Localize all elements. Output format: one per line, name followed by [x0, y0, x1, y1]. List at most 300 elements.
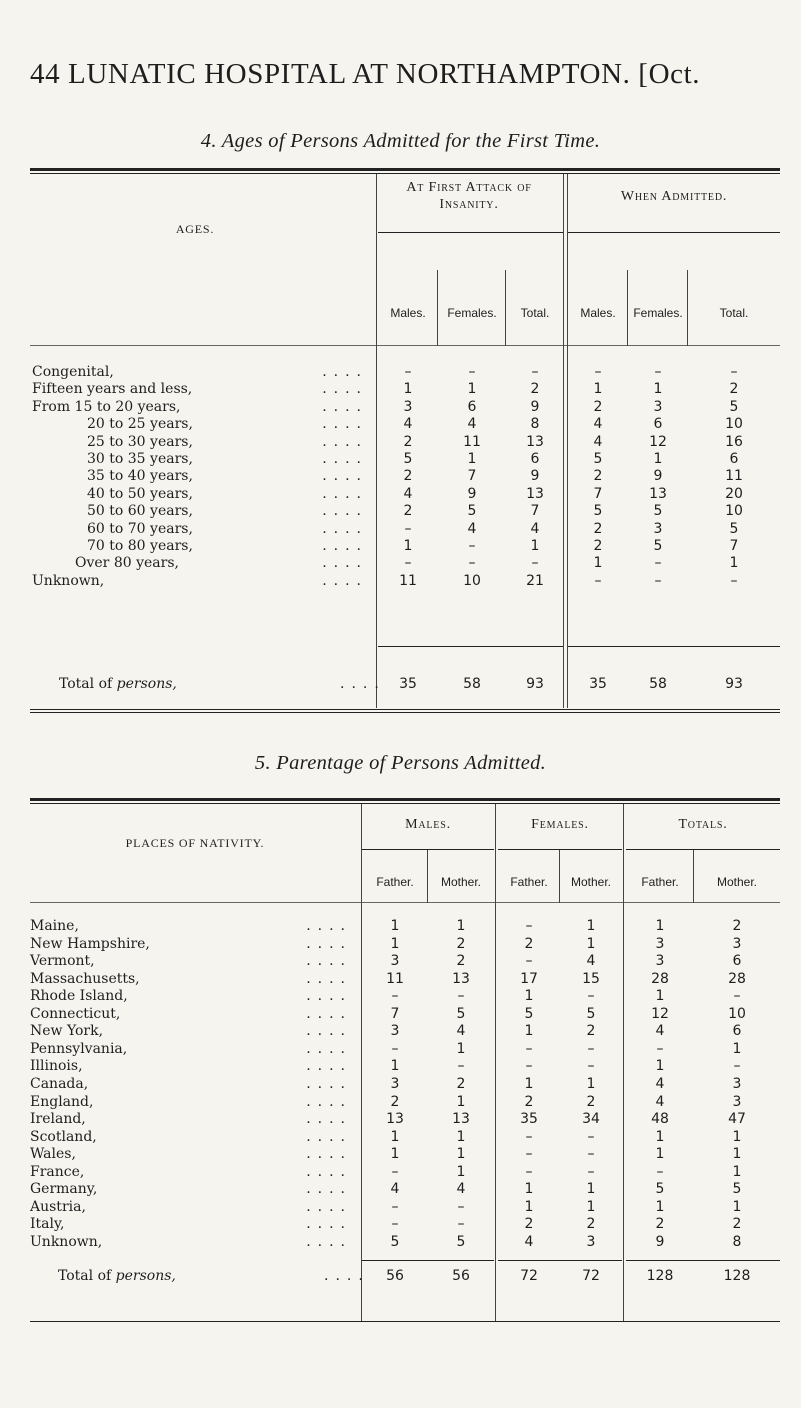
- parentage-vline: [559, 850, 560, 903]
- total-cell: 35: [589, 676, 607, 692]
- leader-dots: ....: [322, 555, 368, 572]
- row-label: Ireland,: [30, 1111, 86, 1128]
- table-cell: 1: [729, 555, 739, 572]
- table-cell: 3: [390, 1075, 400, 1092]
- total-cell: 93: [526, 676, 544, 692]
- table-cell: 6: [530, 451, 540, 467]
- parentage-table-top-rule-thin: [30, 803, 780, 804]
- row-label: 30 to 35 years,: [87, 451, 193, 467]
- table-cell: 1: [732, 1198, 742, 1215]
- parentage-table-title: 5. Parentage of Persons Admitted.: [254, 752, 547, 774]
- table-cell: 1: [653, 451, 663, 467]
- parentage-col-header: Mother.: [440, 875, 482, 889]
- table-cell: 34: [582, 1111, 600, 1128]
- row-label: Massachusetts,: [30, 970, 140, 987]
- leader-dots: ....: [306, 1040, 352, 1057]
- table-cell: 1: [390, 1128, 400, 1145]
- table-cell: 2: [456, 935, 466, 952]
- table-cell: 1: [403, 538, 413, 554]
- table-cell: 1: [586, 918, 596, 934]
- row-label: Germany,: [30, 1181, 98, 1198]
- ages-group-underline: [568, 232, 780, 233]
- table-cell: 1: [467, 451, 477, 467]
- page-header: 44 LUNATIC HOSPITAL AT NORTHAMPTON. [Oct.: [30, 58, 701, 90]
- leader-dots: ....: [306, 953, 352, 970]
- table-row: [0, 1023, 801, 1038]
- total-cell: 128: [723, 1268, 751, 1284]
- parentage-group-header-totals: Totals.: [678, 817, 728, 832]
- table-cell: –: [654, 572, 662, 589]
- table-cell: 13: [649, 485, 667, 502]
- table-row: [0, 1094, 801, 1109]
- table-cell: 4: [390, 1181, 400, 1198]
- table-row: [0, 381, 801, 396]
- table-cell: 2: [729, 381, 739, 398]
- row-label: Maine,: [30, 918, 79, 934]
- total-cell: 93: [725, 676, 743, 692]
- leader-dots: ....: [306, 1005, 352, 1022]
- ages-col-header: Total.: [520, 306, 550, 320]
- table-row: [0, 1146, 801, 1161]
- row-label: Over 80 years,: [75, 555, 179, 572]
- ages-row-header: AGES.: [175, 222, 215, 236]
- table-cell: 1: [456, 1163, 466, 1180]
- ages-table-top-rule-thin: [30, 173, 780, 174]
- ages-total-rule: [378, 646, 563, 647]
- total-cell: 128: [646, 1268, 674, 1284]
- table-row: [0, 468, 801, 483]
- leader-dots: ....: [322, 520, 368, 537]
- total-cell: 72: [582, 1268, 600, 1284]
- row-label: Unknown,: [30, 1233, 103, 1250]
- table-row: [0, 1058, 801, 1073]
- total-cell: 72: [520, 1268, 538, 1284]
- leader-dots: ....: [306, 1058, 352, 1075]
- table-cell: –: [457, 1058, 465, 1075]
- leader-dots: ....: [306, 988, 352, 1005]
- table-row: [0, 918, 801, 933]
- table-cell: 1: [586, 1181, 596, 1198]
- leader-dots: ....: [306, 1146, 352, 1163]
- table-cell: 15: [582, 970, 600, 987]
- table-cell: –: [457, 988, 465, 1005]
- table-cell: 2: [524, 935, 534, 952]
- table-cell: 2: [586, 1023, 596, 1040]
- table-cell: 4: [593, 433, 603, 450]
- leader-dots: ....: [322, 416, 368, 433]
- table-cell: 4: [655, 1075, 665, 1092]
- parentage-col-header: Father.: [376, 875, 414, 889]
- table-row: [0, 451, 801, 466]
- table-cell: 13: [452, 1111, 470, 1128]
- table-cell: 11: [386, 970, 404, 987]
- leader-dots: ....: [322, 381, 368, 398]
- row-label: Canada,: [30, 1075, 89, 1092]
- table-cell: 7: [467, 468, 477, 485]
- leader-dots: ....: [322, 538, 368, 554]
- table-cell: –: [404, 555, 412, 572]
- row-label: Italy,: [30, 1216, 65, 1233]
- table-cell: 2: [524, 1216, 534, 1233]
- leader-dots: ....: [322, 503, 368, 520]
- table-cell: –: [457, 1216, 465, 1233]
- table-row: [0, 936, 801, 951]
- table-cell: 1: [653, 381, 663, 398]
- table-cell: 17: [520, 970, 538, 987]
- parentage-vline: [427, 850, 428, 903]
- table-cell: 5: [729, 398, 739, 415]
- ages-total-rule: [568, 646, 780, 647]
- parentage-group-underline: [362, 849, 494, 850]
- table-cell: –: [391, 1040, 399, 1057]
- table-cell: 1: [655, 918, 665, 934]
- leader-dots: ....: [306, 1093, 352, 1110]
- table-cell: 1: [586, 935, 596, 952]
- table-cell: 4: [655, 1023, 665, 1040]
- leader-dots: ....: [322, 398, 368, 415]
- table-cell: 1: [593, 555, 603, 572]
- total-label: [59, 676, 177, 692]
- table-cell: 4: [530, 520, 540, 537]
- table-cell: 5: [467, 503, 477, 520]
- row-label: 60 to 70 years,: [87, 520, 193, 537]
- table-row: [0, 1006, 801, 1021]
- table-row: [0, 971, 801, 986]
- ages-table-bottom-rule-thin: [30, 712, 780, 713]
- ages-col-header: Males.: [390, 306, 426, 320]
- table-cell: 2: [593, 538, 603, 554]
- table-cell: –: [525, 1058, 533, 1075]
- table-cell: 8: [732, 1233, 742, 1250]
- table-cell: 9: [530, 468, 540, 485]
- row-label: 35 to 40 years,: [87, 468, 193, 485]
- table-cell: 1: [524, 1181, 534, 1198]
- table-cell: 5: [653, 538, 663, 554]
- table-cell: 28: [728, 970, 746, 987]
- leader-dots: ....: [322, 572, 368, 589]
- table-cell: 6: [467, 398, 477, 415]
- table-cell: 6: [732, 1023, 742, 1040]
- ages-col-header: Total.: [719, 306, 749, 320]
- parentage-total-rule: [626, 1260, 780, 1261]
- table-cell: 4: [593, 416, 603, 433]
- table-cell: 2: [655, 1216, 665, 1233]
- table-cell: 48: [651, 1111, 669, 1128]
- table-cell: 9: [655, 1233, 665, 1250]
- table-cell: 3: [655, 935, 665, 952]
- leader-dots: ....: [322, 451, 368, 467]
- parentage-col-header: Mother.: [716, 875, 758, 889]
- table-cell: 20: [725, 485, 743, 502]
- table-cell: 5: [586, 1005, 596, 1022]
- table-row: [0, 364, 801, 379]
- table-cell: 3: [655, 953, 665, 970]
- table-cell: 1: [456, 1128, 466, 1145]
- ages-col-header: Males.: [580, 306, 616, 320]
- table-cell: –: [391, 1216, 399, 1233]
- table-cell: 5: [732, 1181, 742, 1198]
- table-cell: 2: [524, 1093, 534, 1110]
- ages-col-header: Females.: [633, 306, 683, 320]
- leader-dots: ....: [306, 918, 352, 934]
- table-cell: 3: [653, 520, 663, 537]
- total-cell: 58: [649, 676, 667, 692]
- table-cell: –: [404, 364, 412, 380]
- total-row: [0, 1268, 801, 1283]
- table-cell: 28: [651, 970, 669, 987]
- table-cell: 1: [524, 1075, 534, 1092]
- table-cell: 4: [586, 953, 596, 970]
- row-label: Pennsylvania,: [30, 1040, 128, 1057]
- table-row: [0, 503, 801, 518]
- total-label-italic: persons,: [115, 1268, 176, 1284]
- leader-dots: ....: [306, 1233, 352, 1250]
- table-cell: 1: [456, 1093, 466, 1110]
- table-cell: 1: [456, 1146, 466, 1163]
- table-cell: –: [468, 364, 476, 380]
- table-cell: 9: [530, 398, 540, 415]
- table-cell: 13: [526, 485, 544, 502]
- table-row: [0, 434, 801, 449]
- table-cell: 4: [456, 1181, 466, 1198]
- table-row: [0, 521, 801, 536]
- table-row: [0, 573, 801, 588]
- table-cell: 6: [732, 953, 742, 970]
- row-label: Rhode Island,: [30, 988, 128, 1005]
- parentage-total-rule: [498, 1260, 622, 1261]
- table-cell: 21: [526, 572, 544, 589]
- table-cell: –: [404, 520, 412, 537]
- table-cell: 1: [655, 1198, 665, 1215]
- table-cell: 1: [524, 988, 534, 1005]
- table-cell: 11: [463, 433, 481, 450]
- table-cell: 3: [390, 953, 400, 970]
- table-cell: 3: [653, 398, 663, 415]
- row-label: 40 to 50 years,: [87, 485, 193, 502]
- table-cell: 5: [653, 503, 663, 520]
- table-cell: –: [733, 988, 741, 1005]
- table-cell: –: [587, 1040, 595, 1057]
- row-label: Fifteen years and less,: [32, 381, 193, 398]
- table-cell: 10: [725, 416, 743, 433]
- table-cell: 4: [456, 1023, 466, 1040]
- leader-dots: ....: [306, 1163, 352, 1180]
- table-cell: 1: [732, 1146, 742, 1163]
- total-cell: 35: [399, 676, 417, 692]
- table-cell: 2: [530, 381, 540, 398]
- table-cell: 7: [593, 485, 603, 502]
- table-cell: –: [457, 1198, 465, 1215]
- row-label: France,: [30, 1163, 85, 1180]
- table-cell: 2: [586, 1216, 596, 1233]
- table-cell: –: [531, 364, 539, 380]
- table-cell: 1: [655, 1146, 665, 1163]
- table-cell: 10: [463, 572, 481, 589]
- parentage-vline: [693, 850, 694, 903]
- table-cell: 1: [456, 918, 466, 934]
- table-cell: 11: [399, 572, 417, 589]
- table-cell: 16: [725, 433, 743, 450]
- ages-header-bottom-rule: [30, 345, 780, 346]
- table-cell: –: [525, 1146, 533, 1163]
- ages-col-header: Females.: [447, 306, 497, 320]
- table-cell: 13: [386, 1111, 404, 1128]
- table-cell: 13: [526, 433, 544, 450]
- table-row: [0, 1041, 801, 1056]
- row-label: 50 to 60 years,: [87, 503, 193, 520]
- leader-dots: ....: [322, 468, 368, 485]
- table-row: [0, 1234, 801, 1249]
- table-cell: –: [391, 1198, 399, 1215]
- table-cell: 2: [403, 468, 413, 485]
- table-cell: 10: [728, 1005, 746, 1022]
- parentage-row-header: PLACES OF NATIVITY.: [125, 836, 265, 850]
- table-cell: 5: [403, 451, 413, 467]
- table-cell: 2: [456, 953, 466, 970]
- table-cell: –: [656, 1163, 664, 1180]
- table-row: [0, 538, 801, 553]
- table-cell: 47: [728, 1111, 746, 1128]
- table-cell: 1: [390, 935, 400, 952]
- table-cell: 8: [530, 416, 540, 433]
- table-cell: 2: [403, 433, 413, 450]
- total-cell: 56: [386, 1268, 404, 1284]
- row-label: Illinois,: [30, 1058, 83, 1075]
- table-row: [0, 1216, 801, 1231]
- table-cell: 1: [655, 988, 665, 1005]
- leader-dots: ....: [306, 1181, 352, 1198]
- table-cell: 7: [390, 1005, 400, 1022]
- ages-table-top-rule: [30, 168, 780, 171]
- table-cell: 5: [524, 1005, 534, 1022]
- table-cell: 2: [593, 398, 603, 415]
- leader-dots: ....: [324, 1268, 370, 1284]
- leader-dots: ....: [306, 1198, 352, 1215]
- leader-dots: ....: [322, 485, 368, 502]
- table-cell: –: [587, 1128, 595, 1145]
- table-row: [0, 399, 801, 414]
- table-row: [0, 1076, 801, 1091]
- table-cell: –: [525, 1128, 533, 1145]
- ages-vline: [687, 270, 688, 346]
- table-cell: 7: [729, 538, 739, 554]
- table-cell: 1: [467, 381, 477, 398]
- table-cell: 5: [390, 1233, 400, 1250]
- table-cell: –: [587, 988, 595, 1005]
- ages-group-header-first-attack: At First Attack of: [406, 180, 532, 195]
- table-cell: 7: [530, 503, 540, 520]
- table-cell: 10: [725, 503, 743, 520]
- table-cell: 4: [467, 416, 477, 433]
- table-cell: 2: [732, 1216, 742, 1233]
- row-label: Vermont,: [30, 953, 95, 970]
- leader-dots: ....: [306, 1216, 352, 1233]
- table-cell: 5: [593, 451, 603, 467]
- table-cell: 1: [732, 1163, 742, 1180]
- leader-dots: ....: [340, 676, 386, 692]
- table-cell: 4: [524, 1233, 534, 1250]
- table-cell: 1: [456, 1040, 466, 1057]
- table-cell: 1: [390, 1146, 400, 1163]
- table-cell: 1: [530, 538, 540, 554]
- parentage-col-header: Father.: [641, 875, 679, 889]
- row-label: New Hampshire,: [30, 935, 150, 952]
- table-cell: 5: [655, 1181, 665, 1198]
- leader-dots: ....: [306, 1075, 352, 1092]
- table-cell: 13: [452, 970, 470, 987]
- parentage-group-header-females: Females.: [531, 817, 589, 832]
- table-cell: 11: [725, 468, 743, 485]
- table-cell: 5: [729, 520, 739, 537]
- table-cell: –: [654, 555, 662, 572]
- leader-dots: ....: [306, 935, 352, 952]
- table-cell: 1: [586, 1075, 596, 1092]
- table-cell: 3: [586, 1233, 596, 1250]
- table-cell: 2: [390, 1093, 400, 1110]
- row-label: New York,: [30, 1023, 104, 1040]
- table-cell: 4: [403, 416, 413, 433]
- table-cell: 4: [655, 1093, 665, 1110]
- table-cell: 1: [732, 1128, 742, 1145]
- table-cell: 3: [390, 1023, 400, 1040]
- table-cell: 1: [586, 1198, 596, 1215]
- table-cell: 1: [390, 918, 400, 934]
- table-cell: 2: [403, 503, 413, 520]
- parentage-group-underline: [626, 849, 780, 850]
- table-cell: 3: [732, 1075, 742, 1092]
- table-cell: 3: [732, 1093, 742, 1110]
- table-cell: 1: [390, 1058, 400, 1075]
- leader-dots: ....: [306, 970, 352, 987]
- ages-vline: [627, 270, 628, 346]
- table-row: [0, 1199, 801, 1214]
- table-cell: –: [525, 918, 533, 934]
- table-row: [0, 953, 801, 968]
- table-cell: 6: [729, 451, 739, 467]
- table-cell: 5: [456, 1233, 466, 1250]
- table-cell: –: [730, 572, 738, 589]
- total-label-prefix: Total of: [59, 676, 117, 692]
- ages-group-header-first-attack-line2: Insanity.: [439, 197, 499, 212]
- table-row: [0, 1164, 801, 1179]
- table-cell: 1: [732, 1040, 742, 1057]
- ages-group-underline: [378, 232, 563, 233]
- table-row: [0, 1111, 801, 1126]
- table-row: [0, 486, 801, 501]
- table-cell: 12: [651, 1005, 669, 1022]
- table-cell: 2: [456, 1075, 466, 1092]
- table-cell: 2: [593, 520, 603, 537]
- leader-dots: ....: [306, 1023, 352, 1040]
- table-cell: –: [730, 364, 738, 380]
- table-row: [0, 988, 801, 1003]
- parentage-header-bottom-rule: [30, 902, 780, 903]
- leader-dots: ....: [306, 1128, 352, 1145]
- table-cell: 1: [524, 1198, 534, 1215]
- table-cell: 5: [456, 1005, 466, 1022]
- parentage-group-header-males: Males.: [405, 817, 451, 832]
- table-cell: –: [525, 1163, 533, 1180]
- row-label: 20 to 25 years,: [87, 416, 193, 433]
- table-row: [0, 1181, 801, 1196]
- parentage-col-header: Father.: [510, 875, 548, 889]
- ages-table-bottom-rule: [30, 709, 780, 710]
- row-label: Wales,: [30, 1146, 76, 1163]
- row-label: Scotland,: [30, 1128, 97, 1145]
- table-cell: 1: [403, 381, 413, 398]
- table-cell: 3: [732, 935, 742, 952]
- table-cell: 1: [524, 1023, 534, 1040]
